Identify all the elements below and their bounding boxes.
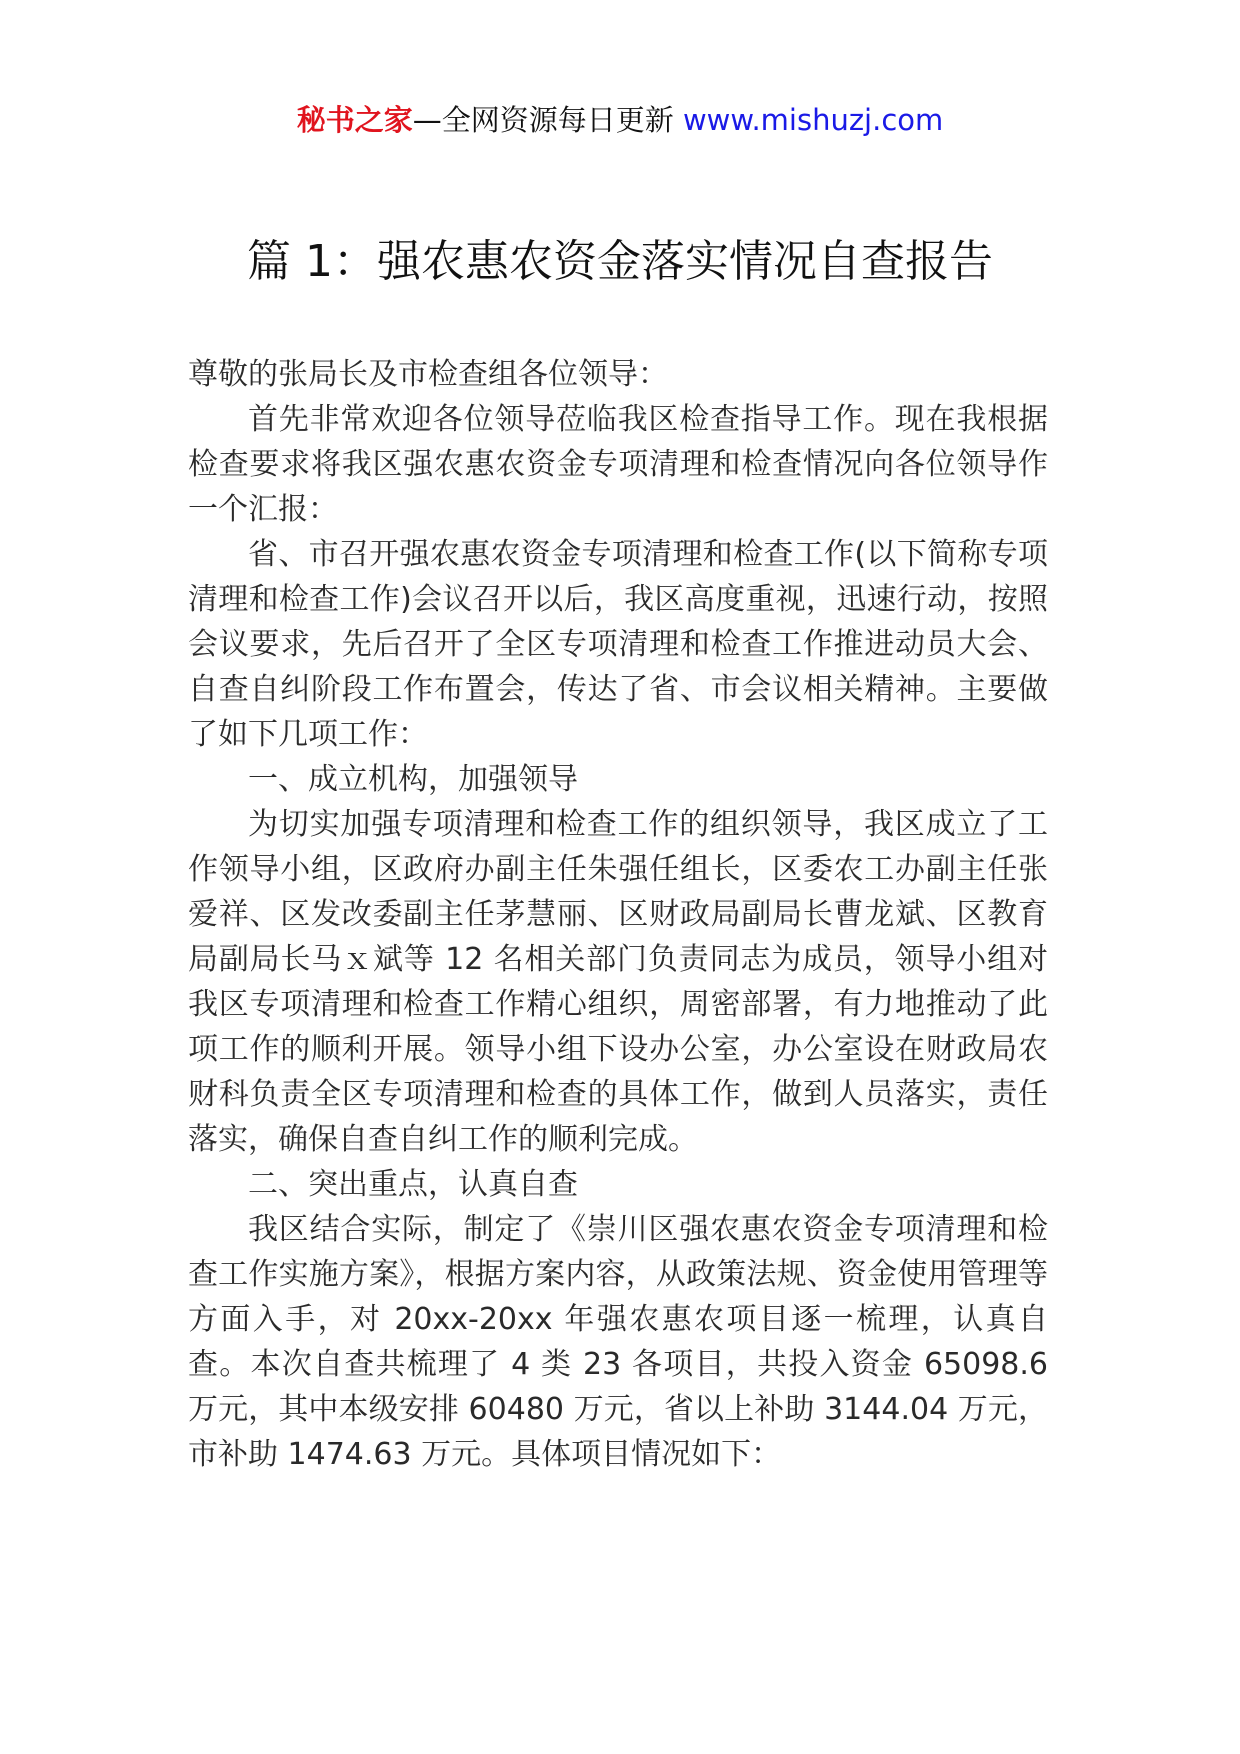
paragraph-intro: 首先非常欢迎各位领导莅临我区检查指导工作。现在我根据检查要求将我区强农惠农资金专项清理和检查情况向各位领导作一个汇报：	[188, 402, 1048, 527]
site-url-link[interactable]: www.mishuzj.com	[682, 103, 944, 137]
document-body	[188, 352, 1048, 1477]
salutation: 尊敬的张局长及市检查组各位领导：	[188, 357, 668, 392]
paragraph-background: 省、市召开强农惠农资金专项清理和检查工作(以下简称专项清理和检查工作)会议召开以后，我区高度重视，迅速行动，按照会议要求，先后召开了全区专项清理和检查工作推进动员大会、自查自纠阶段工作布置会，传达了省、市会议相关精神。主要做了如下几项工作：	[188, 537, 1048, 752]
brand-name: 秘书之家	[296, 103, 413, 137]
paragraph-section-1: 为切实加强专项清理和检查工作的组织领导，我区成立了工作领导小组，区政府办副主任朱强任组长，区委农工办副主任张爱祥、区发改委副主任茅慧丽、区财政局副局长曹龙斌、区教育局副局长马ｘ斌等 12 名相关部门负责同志为成员，领导小组对我区专项清理和检查工作精心组织，周密部署，有力地推动了此项工作的顺利开展。领导小组下设办公室，办公室设在财政局农财科负责全区专项清理和检查的具体工作，做到人员落实，责任落实，确保自查自纠工作的顺利完成。	[188, 807, 1048, 1157]
section-heading-1: 一、成立机构，加强领导	[248, 762, 578, 797]
site-header	[0, 100, 1240, 140]
header-slogan: —全网资源每日更新	[412, 103, 683, 137]
document-title: 篇 1：强农惠农资金落实情况自查报告	[247, 236, 993, 287]
paragraph-section-2: 我区结合实际，制定了《崇川区强农惠农资金专项清理和检查工作实施方案》，根据方案内容，从政策法规、资金使用管理等方面入手，对 20xx-20xx 年强农惠农项目逐一梳理，认真自查。本次自查共梳理了 4 类 23 各项目，共投入资金 65098.6 万元，其中本级安排 60480 万元，省以上补助 3144.04 万元，市补助 1474.63 万元。具体项目情况如下：	[188, 1212, 1048, 1472]
section-heading-2: 二、突出重点，认真自查	[248, 1167, 578, 1202]
